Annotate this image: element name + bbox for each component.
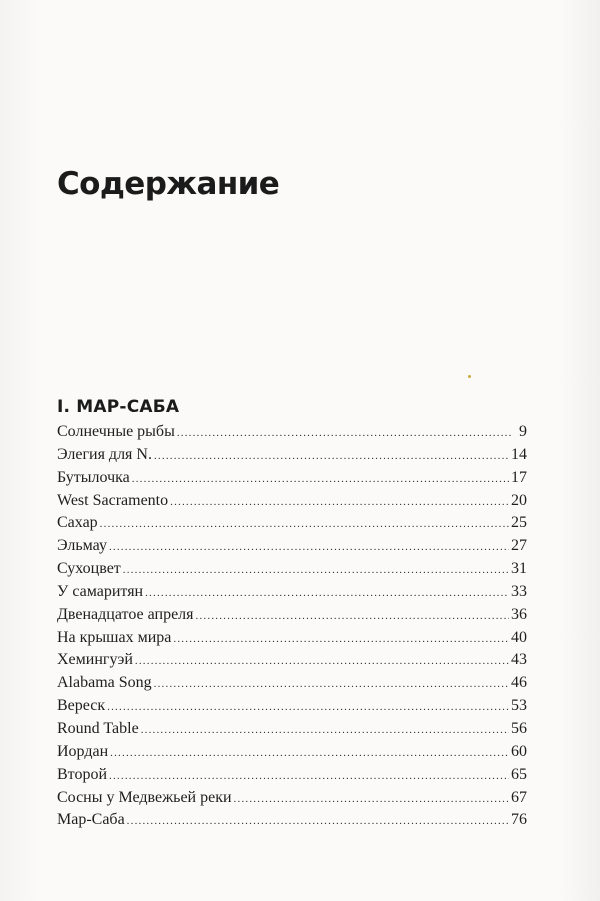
toc-entry-page: 43 [511,651,527,669]
dot-leader [110,747,509,759]
toc-entry-page: 76 [511,811,527,829]
toc-entry [57,583,527,606]
toc-entry-title: Alabama Song [57,674,152,692]
toc-entry-title: Сосны у Медвежьей реки [57,788,232,806]
dot-leader [109,541,509,553]
toc-entry-title: Бутылочка [57,468,130,486]
toc-entry [57,811,527,834]
toc-entry-title: На крышах мира [57,628,172,646]
toc-entry [57,606,527,629]
dot-leader [107,701,509,713]
toc-entry [57,651,527,674]
dot-leader [145,587,509,599]
toc-entry-page: 46 [511,674,527,692]
toc-entry [57,766,527,789]
toc-entry [57,629,527,652]
toc-entry-title: Round Table [57,719,139,737]
toc-entry-page: 65 [511,765,527,783]
toc-entry-title: Солнечные рыбы [57,423,175,440]
toc-entry [57,789,527,812]
toc-entry-title: Мар-Саба [57,811,125,829]
toc-entry-page: 36 [511,605,527,623]
dot-leader [234,793,509,805]
toc-entry-title: Вереск [57,697,106,715]
paper-speck [468,375,471,378]
toc-entry-page: 17 [511,468,527,486]
toc-entry-page: 31 [511,560,527,578]
toc-entry-title: Сухоцвет [57,560,121,578]
toc-entry-title: Сахар [57,514,98,532]
dot-leader [173,633,509,645]
toc-entry-page: 40 [511,628,527,646]
toc-entry-page: 53 [511,697,527,715]
dot-leader [154,678,509,690]
toc-entry-title: Иордан [57,742,109,760]
toc-entry [57,560,527,583]
toc-entry-title: Второй [57,765,108,783]
toc-entry-page: 33 [511,582,527,600]
dot-leader [177,427,511,439]
dot-leader [132,473,509,485]
toc-entry [57,697,527,720]
toc-entry [57,423,527,446]
toc-entry [57,743,527,766]
toc-entry-page: 27 [511,537,527,555]
toc-entry-title: Хемингуэй [57,651,133,669]
table-of-contents [57,423,527,834]
dot-leader [109,770,509,782]
toc-entry [57,492,527,515]
toc-entry-title: Элегия для N. [57,445,152,463]
toc-entry-page: 9 [519,423,527,440]
toc-entry [57,537,527,560]
toc-entry [57,674,527,697]
dot-leader [141,724,509,736]
toc-entry-title: West Sacramento [57,491,169,509]
toc-entry-page: 56 [511,719,527,737]
toc-entry-page: 25 [511,514,527,532]
toc-entry [57,514,527,537]
toc-entry-page: 20 [511,491,527,509]
section-title: I. МАР-САБА [57,397,180,417]
toc-entry-page: 67 [511,788,527,806]
dot-leader [123,564,509,576]
toc-entry-title: Двенадцатое апреля [57,605,194,623]
page-title: Содержание [57,166,280,202]
toc-entry-page: 60 [511,742,527,760]
toc-entry-title: Эльмау [57,537,107,555]
dot-leader [170,496,509,508]
dot-leader [154,450,509,462]
dot-leader [196,610,509,622]
dot-leader [135,655,509,667]
toc-entry-title: У самаритян [57,582,144,600]
toc-entry [57,720,527,743]
toc-entry [57,446,527,469]
dot-leader [100,518,509,530]
dot-leader [127,815,509,827]
toc-entry [57,469,527,492]
toc-entry-page: 14 [511,445,527,463]
